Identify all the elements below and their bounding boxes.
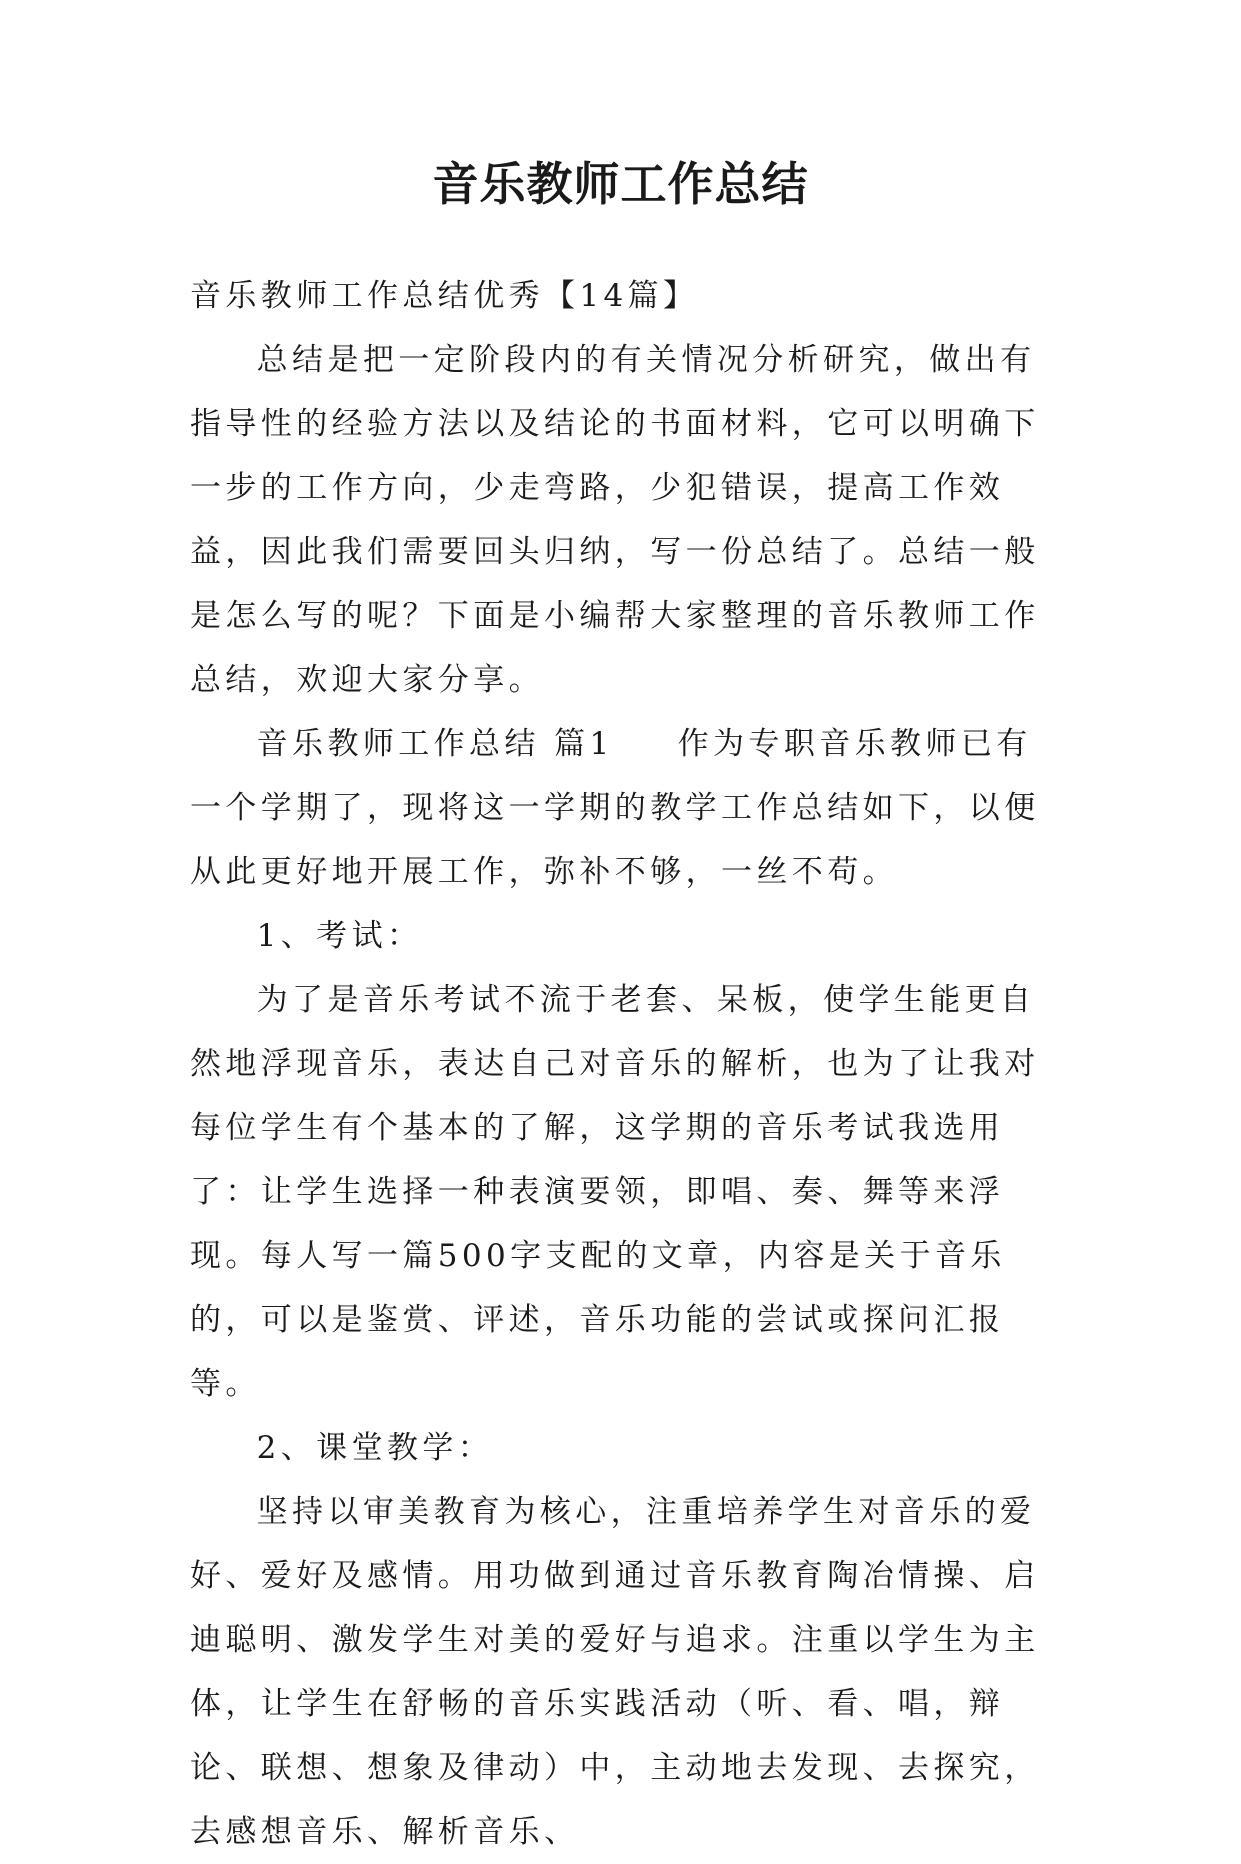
document-title: 音乐教师工作总结 <box>432 157 809 211</box>
section1-heading: 1、考试： <box>256 918 423 954</box>
section2-heading: 2、课堂教学： <box>256 1430 494 1466</box>
document-subtitle: 音乐教师工作总结优秀【14篇】 <box>190 278 699 314</box>
intro-paragraph: 总结是把一定阶段内的有关情况分析研究，做出有指导性的经验方法以及结论的书面材料，它可以明确下一步的工作方向，少走弯路，少犯错误，提高工作效益，因此我们需要回头归纳，写一份总结了。总结一般是怎么写的呢？下面是小编帮大家整理的音乐教师工作总结，欢迎大家分享。 <box>190 342 1040 698</box>
piece1-heading: 音乐教师工作总结 篇1 <box>256 726 614 762</box>
section2-paragraph: 坚持以审美教育为核心，注重培养学生对音乐的爱好、爱好及感情。用功做到通过音乐教育陶冶情操、启迪聪明、激发学生对美的爱好与追求。注重以学生为主体，让学生在舒畅的音乐实践活动（听、看、唱，辩论、联想、想象及律动）中，主动地去发现、去探究，去感想音乐、解析音乐、 <box>190 1494 1040 1850</box>
section1-paragraph: 为了是音乐考试不流于老套、呆板，使学生能更自然地浮现音乐，表达自己对音乐的解析，也为了让我对每位学生有个基本的了解，这学期的音乐考试我选用了：让学生选择一种表演要领，即唱、奏、舞等来浮现。每人写一篇500字支配的文章，内容是关于音乐的，可以是鉴赏、评述，音乐功能的尝试或探问汇报等。 <box>190 982 1040 1402</box>
piece1-paragraph <box>190 712 1062 904</box>
piece1-text: 作为专职音乐教师已有一个学期了，现将这一学期的教学工作总结如下，以便从此更好地开展工作，弥补不够，一丝不苟。 <box>190 726 1040 890</box>
document-body <box>190 264 1062 1864</box>
